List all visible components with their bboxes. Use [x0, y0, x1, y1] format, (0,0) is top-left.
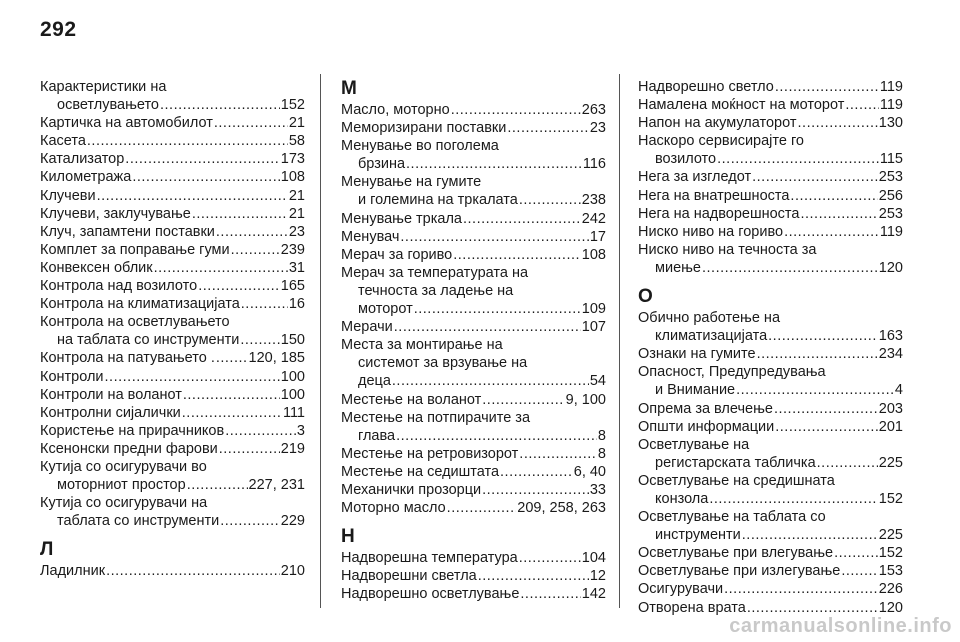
entry-term: инструменти	[655, 527, 741, 544]
page-reference: 253	[878, 169, 903, 186]
entry-term: моторот	[358, 301, 413, 318]
page-reference: 16	[288, 296, 305, 313]
section-letter: Н	[341, 526, 355, 548]
entry-term: деца	[358, 373, 391, 390]
entry-term: Наскоро сервисирајте го	[638, 133, 804, 150]
page-reference: 256	[878, 187, 903, 204]
page-reference: 12	[589, 568, 606, 585]
entry-term: Касета	[40, 133, 86, 150]
page-reference: 234	[878, 346, 903, 363]
dot-leader	[453, 246, 581, 264]
entry-term: Надворешни светла	[341, 568, 477, 585]
dot-leader	[784, 223, 879, 241]
entry-term: Масло, моторно	[341, 102, 450, 118]
dot-leader	[87, 132, 288, 150]
entry-term: Нега за изгледот	[638, 169, 752, 186]
entry-term: течноста за ладење на	[358, 282, 514, 299]
dot-leader	[775, 418, 878, 436]
entry-term: Осигурувачи	[638, 581, 724, 598]
index-column-2	[341, 78, 606, 603]
page-reference: 120, 185	[248, 350, 305, 367]
dot-leader	[768, 327, 878, 345]
index-entry	[638, 114, 903, 132]
dot-leader	[841, 562, 877, 580]
entry-term: Надворешно осветлување	[341, 586, 520, 603]
entry-term: Километража	[40, 169, 132, 186]
entry-term: Намалена моќност на моторот	[638, 97, 845, 114]
index-entry	[40, 349, 305, 367]
entry-term: таблата со инструменти	[57, 513, 220, 530]
dot-leader	[414, 300, 581, 318]
entry-term: Надворешно светло	[638, 79, 774, 95]
dot-leader	[182, 404, 282, 422]
index-entry	[40, 223, 305, 241]
dot-leader	[105, 368, 280, 386]
entry-term: Контрола на климатизацијата	[40, 296, 240, 313]
entry-term: глава	[358, 427, 396, 444]
page-reference: 150	[280, 332, 305, 349]
dot-leader	[106, 562, 280, 580]
index-entry	[40, 562, 305, 580]
page-reference: 8	[597, 445, 606, 462]
entry-term: Местење на потпирачите за	[341, 409, 531, 426]
index-entry	[341, 264, 606, 318]
dot-leader	[183, 386, 280, 404]
entry-term: Осветлување при излегување	[638, 563, 841, 580]
entry-term: Осветлување при влегување	[638, 545, 834, 562]
index-entry	[341, 463, 606, 481]
dot-leader	[747, 599, 878, 617]
dot-leader	[451, 101, 581, 119]
entry-term: Осветлување на	[638, 436, 750, 453]
index-entry	[638, 418, 903, 436]
page-reference: 119	[879, 97, 903, 114]
index-entry	[341, 481, 606, 499]
index-column-1	[40, 78, 305, 580]
page-reference: 115	[879, 151, 903, 168]
entry-term: и големина на тркалата	[358, 192, 518, 209]
entry-term: возилото	[655, 151, 717, 168]
page-reference: 203	[878, 400, 903, 417]
page-reference: 226	[878, 581, 903, 598]
column-divider	[320, 74, 321, 608]
page-reference: 173	[280, 151, 305, 168]
page-reference: 227, 231	[248, 477, 305, 494]
dot-leader	[775, 78, 879, 96]
entry-term: Менување во поголема	[341, 138, 499, 155]
page-reference: 107	[581, 319, 606, 336]
entry-term: и Внимание	[655, 382, 736, 399]
page-reference: 263	[581, 102, 606, 118]
page-reference: 108	[280, 169, 305, 186]
dot-leader	[463, 210, 581, 228]
dot-leader	[519, 445, 597, 463]
entry-term: системот за врзување на	[358, 355, 528, 372]
entry-term: Контроли на воланот	[40, 386, 182, 403]
entry-term: Клучеви	[40, 187, 96, 204]
dot-leader	[702, 259, 878, 277]
entry-term: Контрола на патувањето .	[40, 350, 215, 367]
index-entry	[638, 363, 903, 399]
entry-term: Менување тркала	[341, 210, 462, 227]
dot-leader	[187, 476, 248, 494]
page-reference: 225	[878, 454, 903, 471]
page-reference: 119	[879, 223, 903, 240]
dot-leader	[757, 345, 878, 363]
dot-leader	[392, 372, 589, 390]
entry-term: конзола	[655, 490, 709, 507]
index-entry	[341, 137, 606, 173]
index-entry	[341, 567, 606, 585]
entry-term: Менување на гумите	[341, 174, 482, 191]
entry-term: Кутија со осигурувачи на	[40, 495, 208, 512]
index-entry	[638, 436, 903, 472]
entry-term: Контрола на осветлувањето	[40, 314, 230, 331]
index-entry	[40, 404, 305, 422]
index-entry	[341, 499, 606, 517]
page-reference: 21	[288, 187, 305, 204]
dot-leader	[478, 567, 589, 585]
page-reference: 109	[581, 301, 606, 318]
index-entry	[40, 259, 305, 277]
dot-leader	[520, 585, 580, 603]
page-reference: 58	[288, 133, 305, 150]
dot-leader	[519, 549, 581, 567]
section-letter: О	[638, 286, 653, 308]
index-entry	[341, 409, 606, 445]
entry-term: Местење на воланот	[341, 391, 482, 408]
page-reference: 163	[878, 328, 903, 345]
dot-leader	[709, 490, 877, 508]
entry-term: Комплет за поправање гуми	[40, 241, 230, 258]
index-entry	[638, 309, 903, 345]
entry-term: Мерач за температурата на	[341, 264, 529, 281]
index-entry	[341, 549, 606, 567]
index-entry	[40, 78, 305, 114]
dot-leader	[216, 349, 248, 367]
entry-term: Ниско ниво на гориво	[638, 223, 784, 240]
dot-leader	[198, 277, 280, 295]
index-entry	[40, 241, 305, 259]
index-entry	[638, 599, 903, 617]
page-reference: 111	[282, 404, 305, 421]
page-reference: 108	[581, 246, 606, 263]
page-reference: 4	[894, 382, 903, 399]
entry-term: Напон на акумулаторот	[638, 115, 797, 132]
page-reference: 54	[589, 373, 606, 390]
entry-term: Картичка на автомобилот	[40, 115, 213, 132]
dot-leader	[231, 241, 280, 259]
page-reference: 225	[878, 527, 903, 544]
dot-leader	[507, 119, 588, 137]
dot-leader	[125, 150, 280, 168]
entry-term: Користење на прирачников	[40, 422, 225, 439]
index-entry	[341, 119, 606, 137]
dot-leader	[752, 168, 878, 186]
dot-leader	[724, 580, 878, 598]
page-reference: 152	[878, 545, 903, 562]
index-entry	[638, 241, 903, 277]
page-reference: 23	[288, 223, 305, 240]
entry-term: Карактеристики на	[40, 79, 167, 95]
dot-leader	[519, 191, 581, 209]
entry-term: Нега на надворешноста	[638, 205, 800, 222]
entry-term: Ксенонски предни фарови	[40, 440, 218, 457]
page-reference: 219	[280, 440, 305, 457]
page-reference: 100	[280, 386, 305, 403]
index-entry	[40, 114, 305, 132]
entry-term: Меморизирани поставки	[341, 120, 507, 137]
dot-leader	[800, 205, 877, 223]
dot-leader	[500, 463, 573, 481]
index-entry	[40, 313, 305, 349]
page-reference: 210	[280, 563, 305, 580]
page-reference: 21	[288, 205, 305, 222]
index-entry	[40, 187, 305, 205]
page-reference: 8	[597, 427, 606, 444]
entry-term: Надворешна температура	[341, 550, 518, 567]
index-entry	[341, 585, 606, 603]
page-reference: 239	[280, 241, 305, 258]
entry-term: Контролни сијалички	[40, 404, 181, 421]
entry-term: Моторно масло	[341, 500, 446, 517]
index-entry	[341, 246, 606, 264]
page-reference: 104	[581, 550, 606, 567]
index-entry	[40, 368, 305, 386]
index-entry	[341, 391, 606, 409]
page-reference: 238	[581, 192, 606, 209]
section-letter: М	[341, 78, 357, 99]
page-reference: 253	[878, 205, 903, 222]
entry-term: миење	[655, 259, 701, 276]
dot-leader	[736, 381, 894, 399]
dot-leader	[241, 295, 288, 313]
index-entry	[40, 168, 305, 186]
page-reference: 119	[879, 79, 903, 95]
column-divider	[619, 74, 620, 608]
entry-term: на таблата со инструменти	[57, 332, 240, 349]
index-entry	[341, 210, 606, 228]
entry-term: Обично работење на	[638, 310, 781, 327]
dot-leader	[192, 205, 288, 223]
page-number: 292	[40, 18, 77, 41]
index-entry	[638, 508, 903, 544]
entry-term: регистарската табличка	[655, 454, 816, 471]
index-entry	[40, 295, 305, 313]
page-reference: 33	[589, 481, 606, 498]
page-reference: 130	[878, 115, 903, 132]
index-entry	[638, 580, 903, 598]
page-reference: 21	[288, 115, 305, 132]
index-entry	[341, 318, 606, 336]
index-entry	[638, 223, 903, 241]
page-reference: 23	[589, 120, 606, 137]
section-letter: Л	[40, 539, 54, 561]
index-entry	[341, 173, 606, 209]
entry-term: Механички прозорци	[341, 481, 482, 498]
entry-term: Контроли	[40, 368, 104, 385]
page-reference: 242	[581, 210, 606, 227]
dot-leader	[798, 114, 878, 132]
page-reference: 201	[878, 418, 903, 435]
index-entry	[40, 205, 305, 223]
index-entry	[40, 422, 305, 440]
dot-leader	[774, 400, 878, 418]
index-entry	[638, 96, 903, 114]
index-entry	[341, 336, 606, 390]
page-reference: 120	[878, 599, 903, 616]
index-entry	[638, 132, 903, 168]
index-entry	[40, 494, 305, 530]
watermark: carmanualsonline.info	[729, 615, 952, 637]
entry-term: Ознаки на гумите	[638, 346, 756, 363]
page-reference: 142	[581, 586, 606, 603]
index-entry	[40, 277, 305, 295]
entry-term: Ниско ниво на течноста за	[638, 241, 817, 258]
index-entry	[40, 440, 305, 458]
page-reference: 31	[288, 259, 305, 276]
index-entry	[638, 168, 903, 186]
entry-term: Мерачи	[341, 319, 393, 336]
entry-term: Кутија со осигурувачи во	[40, 458, 207, 475]
page-reference: 6, 40	[573, 463, 606, 480]
entry-term: Менувач	[341, 228, 400, 245]
entry-term: Опрема за влечење	[638, 400, 773, 417]
dot-leader	[845, 96, 879, 114]
index-entry	[341, 101, 606, 119]
page-reference: 229	[280, 513, 305, 530]
dot-leader	[717, 150, 879, 168]
dot-leader	[834, 544, 878, 562]
entry-term: Контрола над возилото	[40, 278, 198, 295]
page-reference: 152	[280, 97, 305, 114]
index-entry	[638, 345, 903, 363]
page-reference: 120	[878, 259, 903, 276]
index-entry	[638, 187, 903, 205]
dot-leader	[406, 155, 582, 173]
page-reference: 165	[280, 278, 305, 295]
entry-term: Катализатор	[40, 151, 125, 168]
entry-term: Општи информации	[638, 418, 775, 435]
page-reference: 17	[589, 228, 606, 245]
index-entry	[341, 445, 606, 463]
page-reference: 3	[296, 422, 305, 439]
page-reference: 9, 100	[565, 391, 606, 408]
dot-leader	[817, 454, 878, 472]
dot-leader	[154, 259, 288, 277]
index-entry	[638, 544, 903, 562]
entry-term: Отворена врата	[638, 599, 746, 616]
dot-leader	[216, 223, 288, 241]
dot-leader	[214, 114, 288, 132]
index-entry	[638, 562, 903, 580]
entry-term: Клучеви, заклучување	[40, 205, 191, 222]
entry-term: моторниот простор	[57, 477, 186, 494]
dot-leader	[790, 187, 877, 205]
entry-term: Опасност, Предупредувања	[638, 364, 826, 381]
index-entry	[638, 205, 903, 223]
index-entry	[341, 228, 606, 246]
dot-leader	[240, 331, 279, 349]
entry-term: брзина	[358, 156, 406, 173]
dot-leader	[400, 228, 588, 246]
dot-leader	[396, 427, 597, 445]
page-reference: 116	[582, 156, 606, 173]
index-entry	[40, 386, 305, 404]
entry-term: Ладилник	[40, 563, 106, 580]
page-reference: 100	[280, 368, 305, 385]
entry-term: Местење на ретровизорот	[341, 445, 519, 462]
index-entry	[40, 132, 305, 150]
page-reference: 209, 258, 263	[517, 500, 606, 517]
entry-term: Нега на внатрешноста	[638, 187, 790, 204]
dot-leader	[742, 526, 878, 544]
index-entry	[40, 150, 305, 168]
dot-leader	[132, 168, 279, 186]
dot-leader	[160, 96, 280, 114]
dot-leader	[482, 391, 564, 409]
entry-term: климатизацијата	[655, 328, 768, 345]
index-entry	[638, 400, 903, 418]
page-reference: 152	[878, 490, 903, 507]
page-reference: 153	[878, 563, 903, 580]
index-entry	[40, 458, 305, 494]
index-entry	[638, 472, 903, 508]
entry-term: Мерач за гориво	[341, 246, 453, 263]
dot-leader	[447, 499, 517, 517]
dot-leader	[225, 422, 296, 440]
entry-term: Клуч, запамтени поставки	[40, 223, 215, 240]
entry-term: Осветлување на таблата со	[638, 509, 826, 526]
entry-term: Местење на седиштата	[341, 463, 500, 480]
dot-leader	[482, 481, 589, 499]
dot-leader	[97, 187, 288, 205]
dot-leader	[220, 512, 280, 530]
entry-term: осветлувањето	[57, 97, 159, 114]
dot-leader	[394, 318, 581, 336]
entry-term: Конвексен облик	[40, 259, 153, 276]
entry-term: Места за монтирање на	[341, 337, 503, 354]
dot-leader	[219, 440, 280, 458]
index-entry	[638, 78, 903, 96]
entry-term: Осветлување на средишната	[638, 472, 835, 489]
index-column-3	[638, 78, 903, 617]
